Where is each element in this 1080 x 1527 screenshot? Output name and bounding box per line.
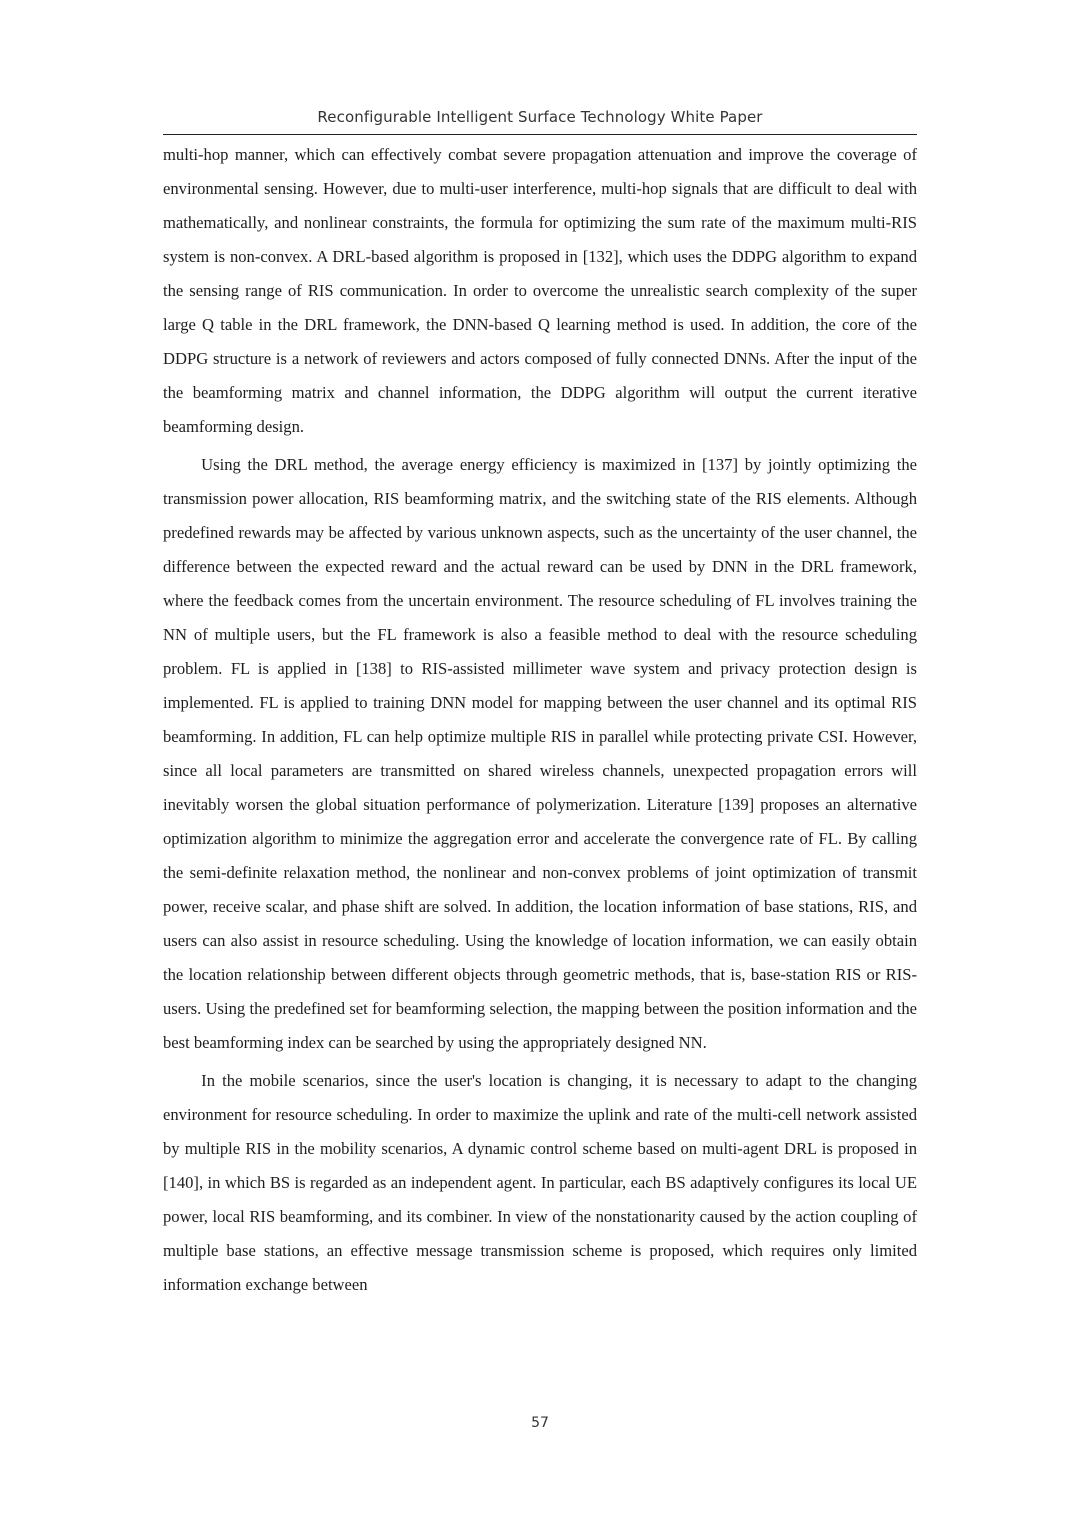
- page-number: 57: [531, 1415, 549, 1431]
- header-divider: [163, 134, 917, 135]
- running-header: Reconfigurable Intelligent Surface Technology White Paper: [317, 108, 763, 126]
- paragraph: Using the DRL method, the average energy efficiency is maximized in [137] by jointly optimizing the transmission power allocation, RIS beamforming matrix, and the switching state of the RIS elements. Although predefined rewards may be affected by various unknown aspects, such as the uncertainty of the user channel, the difference between the expected reward and the actual reward can be used by DNN in the DRL framework, where the feedback comes from the uncertain environment. The resource scheduling of FL involves training the NN of multiple users, but the FL framework is also a feasible method to deal with the resource scheduling problem. FL is applied in [138] to RIS-assisted millimeter wave system and privacy protection design is implemented. FL is applied to training DNN model for mapping between the user channel and its optimal RIS beamforming. In addition, FL can help optimize multiple RIS in parallel while protecting private CSI. However, since all local parameters are transmitted on shared wireless channels, unexpected propagation errors will inevitably worsen the global situation performance of polymerization. Literature [139] proposes an alternative optimization algorithm to minimize the aggregation error and accelerate the convergence rate of FL. By calling the semi-definite relaxation method, the nonlinear and non-convex problems of joint optimization of transmit power, receive scalar, and phase shift are solved. In addition, the location information of base stations, RIS, and users can also assist in resource scheduling. Using the knowledge of location information, we can easily obtain the location relationship between different objects through geometric methods, that is, base-station RIS or RIS-users. Using the predefined set for beamforming selection, the mapping between the position information and the best beamforming index can be searched by using the appropriately designed NN.: [163, 455, 917, 1052]
- body-text: [163, 138, 917, 1302]
- paragraph: In the mobile scenarios, since the user's location is changing, it is necessary to adapt to the changing environment for resource scheduling. In order to maximize the uplink and rate of the multi-cell network assisted by multiple RIS in the mobility scenarios, A dynamic control scheme based on multi-agent DRL is proposed in [140], in which BS is regarded as an independent agent. In particular, each BS adaptively configures its local UE power, local RIS beamforming, and its combiner. In view of the nonstationarity caused by the action coupling of multiple base stations, an effective message transmission scheme is proposed, which requires only limited information exchange between: [163, 1071, 917, 1294]
- paragraph-continued: multi-hop manner, which can effectively combat severe propagation attenuation and improve the coverage of environmental sensing. However, due to multi-user interference, multi-hop signals that are difficult to deal with mathematically, and nonlinear constraints, the formula for optimizing the sum rate of the maximum multi-RIS system is non-convex. A DRL-based algorithm is proposed in [132], which uses the DDPG algorithm to expand the sensing range of RIS communication. In order to overcome the unrealistic search complexity of the super large Q table in the DRL framework, the DNN-based Q learning method is used. In addition, the core of the DDPG structure is a network of reviewers and actors composed of fully connected DNNs. After the input of the the beamforming matrix and channel information, the DDPG algorithm will output the current iterative beamforming design.: [163, 145, 917, 436]
